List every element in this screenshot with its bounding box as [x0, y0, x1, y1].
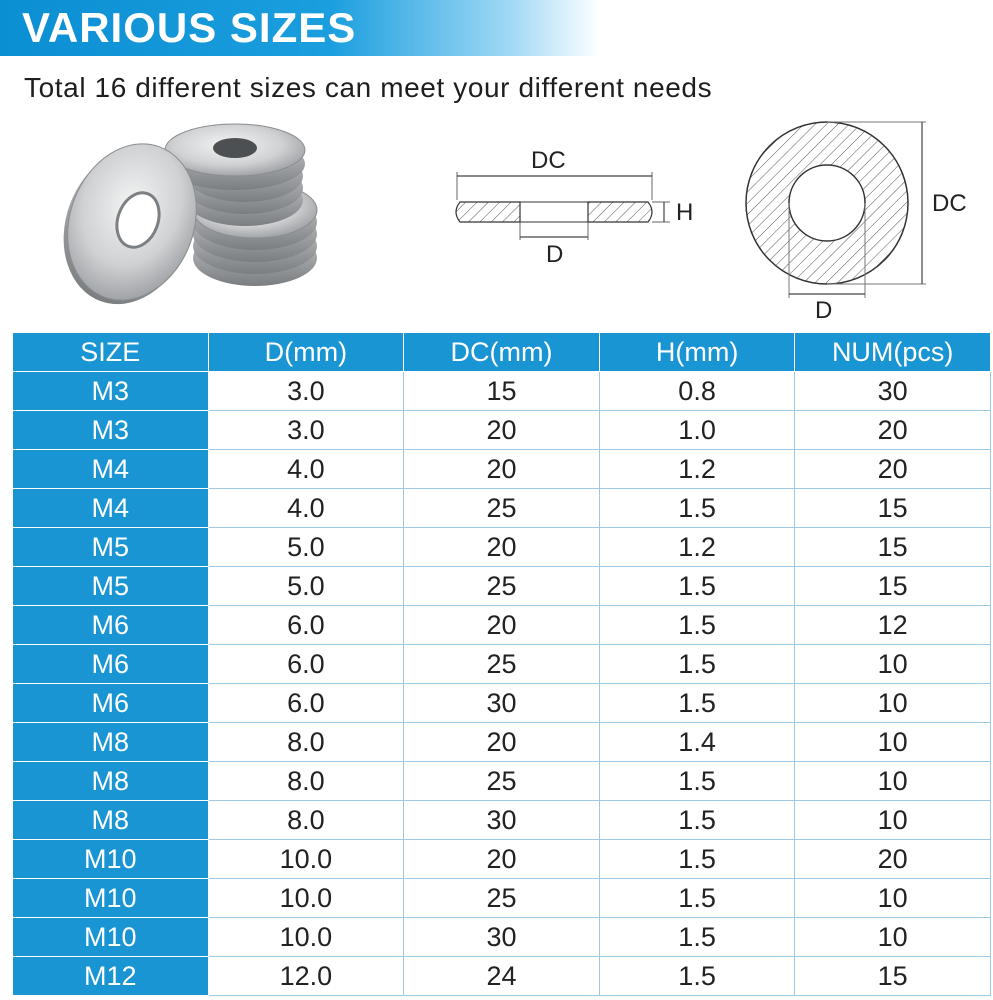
cell-h: 1.5 — [599, 840, 795, 879]
cell-h: 1.5 — [599, 918, 795, 957]
table-row — [13, 528, 991, 567]
table-row — [13, 606, 991, 645]
side-h-label: H — [676, 199, 694, 226]
cell-num: 20 — [795, 411, 991, 450]
product-illustration — [0, 110, 993, 330]
washer-stack-photo — [42, 124, 317, 322]
cell-size: M6 — [13, 606, 209, 645]
table-row — [13, 372, 991, 411]
cell-num: 10 — [795, 723, 991, 762]
header-dc: DC(mm) — [404, 333, 600, 372]
cell-num: 10 — [795, 762, 991, 801]
cell-size: M5 — [13, 567, 209, 606]
cell-d: 10.0 — [208, 918, 404, 957]
cell-size: M6 — [13, 645, 209, 684]
cell-dc: 25 — [404, 567, 600, 606]
cell-d: 6.0 — [208, 645, 404, 684]
table-row — [13, 450, 991, 489]
cell-d: 8.0 — [208, 801, 404, 840]
cell-dc: 20 — [404, 528, 600, 567]
subtitle: Total 16 different sizes can meet your different needs — [24, 72, 713, 103]
table-row — [13, 684, 991, 723]
table-row — [13, 489, 991, 528]
header-d: D(mm) — [208, 333, 404, 372]
cell-num: 12 — [795, 606, 991, 645]
cell-h: 1.5 — [599, 879, 795, 918]
cell-dc: 25 — [404, 762, 600, 801]
cell-h: 1.4 — [599, 723, 795, 762]
front-view-diagram — [746, 122, 967, 324]
cell-d: 4.0 — [208, 450, 404, 489]
cell-h: 1.2 — [599, 450, 795, 489]
cell-d: 8.0 — [208, 723, 404, 762]
cell-dc: 24 — [404, 957, 600, 996]
cell-d: 6.0 — [208, 606, 404, 645]
cell-d: 12.0 — [208, 957, 404, 996]
cell-num: 15 — [795, 528, 991, 567]
cell-dc: 20 — [404, 840, 600, 879]
table-row — [13, 801, 991, 840]
cell-size: M8 — [13, 801, 209, 840]
table-row — [13, 840, 991, 879]
cell-num: 20 — [795, 450, 991, 489]
cell-size: M6 — [13, 684, 209, 723]
front-dc-label: DC — [932, 190, 967, 217]
table-row — [13, 918, 991, 957]
cell-dc: 30 — [404, 918, 600, 957]
cell-dc: 20 — [404, 411, 600, 450]
cell-num: 15 — [795, 567, 991, 606]
cell-d: 5.0 — [208, 567, 404, 606]
cell-d: 3.0 — [208, 372, 404, 411]
page-title: VARIOUS SIZES — [22, 4, 357, 51]
cell-num: 10 — [795, 879, 991, 918]
cell-dc: 20 — [404, 450, 600, 489]
cell-dc: 20 — [404, 723, 600, 762]
side-section-diagram — [456, 147, 693, 268]
cell-num: 15 — [795, 489, 991, 528]
cell-num: 10 — [795, 918, 991, 957]
cell-dc: 15 — [404, 372, 600, 411]
size-spec-table — [12, 332, 991, 996]
cell-dc: 20 — [404, 606, 600, 645]
cell-h: 1.0 — [599, 411, 795, 450]
cell-num: 20 — [795, 840, 991, 879]
cell-d: 5.0 — [208, 528, 404, 567]
cell-dc: 25 — [404, 879, 600, 918]
cell-size: M4 — [13, 489, 209, 528]
cell-h: 1.5 — [599, 957, 795, 996]
cell-size: M3 — [13, 372, 209, 411]
table-row — [13, 957, 991, 996]
cell-d: 4.0 — [208, 489, 404, 528]
cell-size: M12 — [13, 957, 209, 996]
cell-h: 1.5 — [599, 645, 795, 684]
table-row — [13, 411, 991, 450]
header-h: H(mm) — [599, 333, 795, 372]
cell-d: 10.0 — [208, 879, 404, 918]
cell-size: M10 — [13, 840, 209, 879]
cell-num: 10 — [795, 801, 991, 840]
cell-h: 1.5 — [599, 801, 795, 840]
side-dc-label: DC — [531, 147, 566, 174]
table-row — [13, 879, 991, 918]
cell-dc: 30 — [404, 684, 600, 723]
cell-num: 10 — [795, 684, 991, 723]
cell-d: 6.0 — [208, 684, 404, 723]
cell-d: 10.0 — [208, 840, 404, 879]
header-size: SIZE — [13, 333, 209, 372]
cell-size: M3 — [13, 411, 209, 450]
front-d-label: D — [815, 297, 833, 324]
table-row — [13, 645, 991, 684]
cell-num: 15 — [795, 957, 991, 996]
cell-d: 8.0 — [208, 762, 404, 801]
header-num: NUM(pcs) — [795, 333, 991, 372]
cell-h: 0.8 — [599, 372, 795, 411]
cell-h: 1.5 — [599, 567, 795, 606]
cell-h: 1.5 — [599, 762, 795, 801]
cell-size: M10 — [13, 918, 209, 957]
cell-num: 10 — [795, 645, 991, 684]
cell-dc: 25 — [404, 645, 600, 684]
table-row — [13, 567, 991, 606]
table-row — [13, 723, 991, 762]
table-body — [13, 372, 991, 996]
cell-h: 1.2 — [599, 528, 795, 567]
cell-size: M5 — [13, 528, 209, 567]
cell-dc: 30 — [404, 801, 600, 840]
cell-size: M10 — [13, 879, 209, 918]
title-banner — [0, 0, 600, 56]
cell-h: 1.5 — [599, 489, 795, 528]
cell-h: 1.5 — [599, 684, 795, 723]
table-header-row — [13, 333, 991, 372]
cell-num: 30 — [795, 372, 991, 411]
cell-size: M8 — [13, 762, 209, 801]
cell-size: M4 — [13, 450, 209, 489]
cell-dc: 25 — [404, 489, 600, 528]
cell-size: M8 — [13, 723, 209, 762]
cell-d: 3.0 — [208, 411, 404, 450]
table-row — [13, 762, 991, 801]
side-d-label: D — [546, 241, 564, 268]
cell-h: 1.5 — [599, 606, 795, 645]
